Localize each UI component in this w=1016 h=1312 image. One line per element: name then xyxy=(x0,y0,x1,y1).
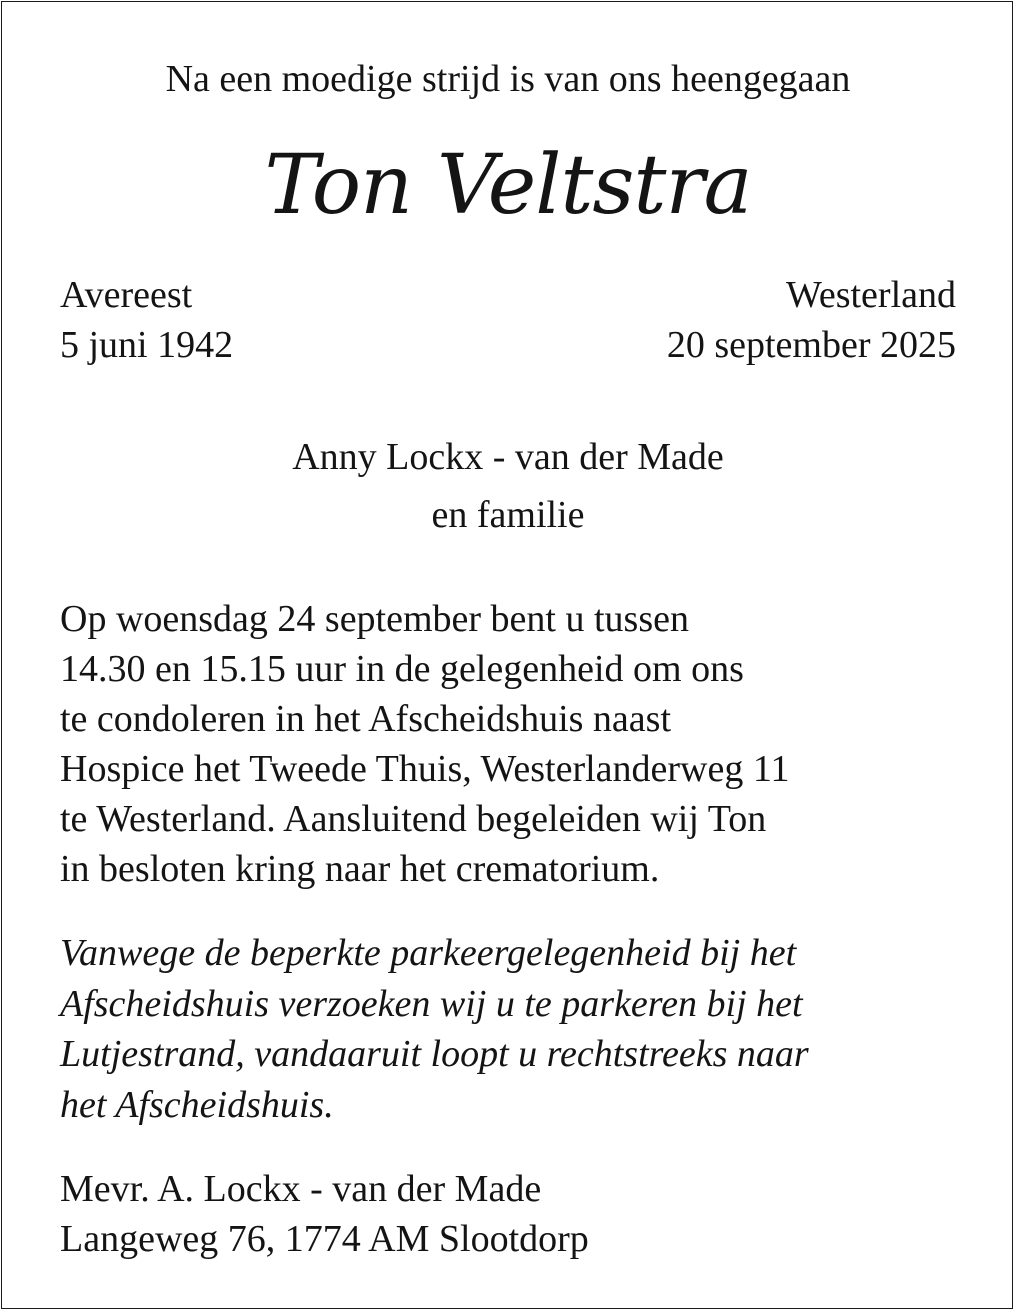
body-line: te condoleren in het Afscheidshuis naast xyxy=(60,698,672,740)
body-line: 14.30 en 15.15 uur in de gelegenheid om ons xyxy=(60,648,744,690)
death-date: 20 september 2025 xyxy=(666,324,956,366)
condolence-details xyxy=(60,594,960,894)
notice-line: Afscheidshuis verzoeken wij u te parkeren bij het xyxy=(60,982,803,1025)
death-place: Westerland xyxy=(786,274,956,316)
contact-line: Mevr. A. Lockx - van der Made xyxy=(60,1168,542,1210)
contact-address xyxy=(60,1164,960,1264)
body-line: Hospice het Tweede Thuis, Westerlanderweg 11 xyxy=(60,748,790,790)
notice-line: het Afscheidshuis. xyxy=(60,1083,334,1126)
family-line: en familie xyxy=(431,494,585,536)
death-info xyxy=(667,270,956,370)
birth-place: Avereest xyxy=(60,274,193,316)
body-line: in besloten kring naar het crematorium. xyxy=(60,848,660,890)
deceased-name: Ton Veltstra xyxy=(264,138,752,233)
notice-line: Vanwege de beperkte parkeergelegenheid bij het xyxy=(60,932,797,974)
family-block xyxy=(0,428,1016,544)
birth-info xyxy=(60,270,233,370)
body-line: Op woensdag 24 september bent u tussen xyxy=(60,598,689,640)
intro-line: Na een moedige strijd is van ons heengegaan xyxy=(165,58,851,100)
parking-notice xyxy=(60,928,960,1130)
notice-line: Lutjestrand, vandaaruit loopt u rechtstreeks naar xyxy=(60,1033,809,1075)
birth-date: 5 juni 1942 xyxy=(60,324,234,366)
family-line: Anny Lockx - van der Made xyxy=(292,436,724,478)
body-line: te Westerland. Aansluitend begeleiden wij Ton xyxy=(60,798,767,840)
contact-line: Langeweg 76, 1774 AM Slootdorp xyxy=(60,1218,589,1260)
